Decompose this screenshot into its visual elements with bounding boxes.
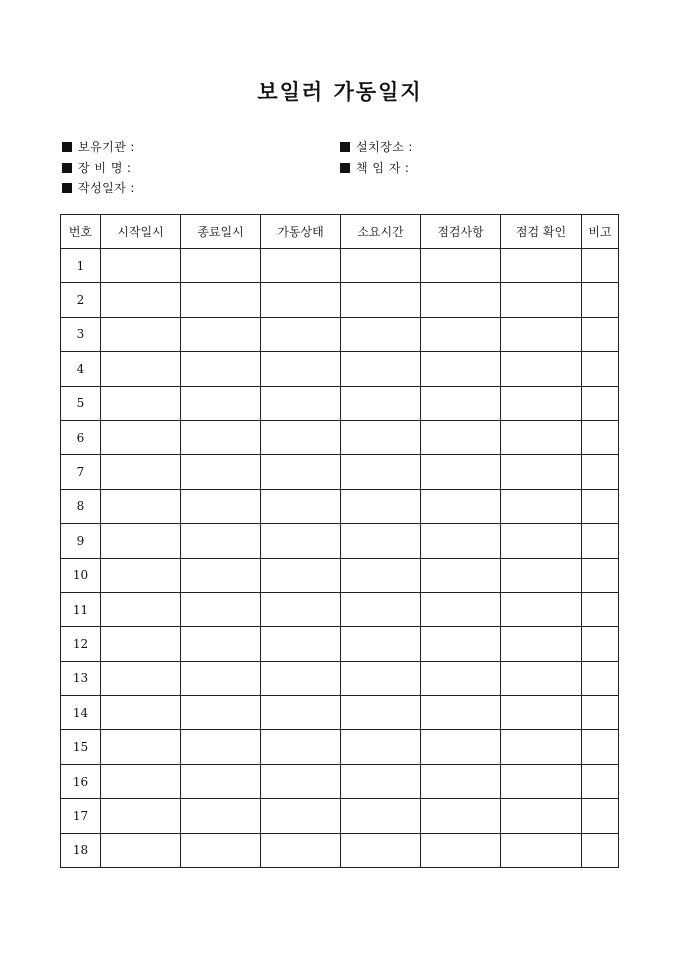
owner-colon: : [130,140,135,154]
table-row [61,799,619,833]
inspection-items-cell[interactable] [421,730,501,764]
duration-cell[interactable] [341,627,421,661]
row-number-cell: 13 [61,661,101,695]
table-row [61,317,619,351]
end-time-cell[interactable] [181,558,261,592]
info-equipment [62,161,131,175]
row-number-cell: 7 [61,455,101,489]
operation-status-cell[interactable] [261,420,341,454]
manager-label: 책 임 자 [356,161,401,175]
row-number-cell: 18 [61,833,101,867]
end-time-cell[interactable] [181,455,261,489]
operation-status-cell[interactable] [261,455,341,489]
inspection-items-cell[interactable] [421,386,501,420]
inspection-items-cell[interactable] [421,764,501,798]
remarks-cell[interactable] [582,455,619,489]
operation-status-cell[interactable] [261,764,341,798]
end-time-cell[interactable] [181,730,261,764]
manager-colon: : [404,161,409,175]
table-row [61,249,619,283]
row-number-cell: 5 [61,386,101,420]
square-bullet-icon [62,163,72,173]
inspection-items-cell[interactable] [421,352,501,386]
inspection-check-cell[interactable] [501,696,582,730]
row-number-cell: 17 [61,799,101,833]
inspection-check-cell[interactable] [501,455,582,489]
square-bullet-icon [340,142,350,152]
start-time-cell[interactable] [101,420,181,454]
duration-cell[interactable] [341,764,421,798]
inspection-items-cell[interactable] [421,283,501,317]
duration-cell[interactable] [341,455,421,489]
duration-cell[interactable] [341,489,421,523]
operation-status-cell[interactable] [261,592,341,626]
date-colon: : [130,181,135,195]
inspection-items-cell[interactable] [421,317,501,351]
inspection-check-cell[interactable] [501,249,582,283]
end-time-cell[interactable] [181,696,261,730]
operation-status-cell[interactable] [261,558,341,592]
duration-cell[interactable] [341,249,421,283]
remarks-cell[interactable] [582,489,619,523]
operation-status-cell[interactable] [261,696,341,730]
end-time-cell[interactable] [181,249,261,283]
operation-status-cell[interactable] [261,386,341,420]
start-time-cell[interactable] [101,524,181,558]
start-time-cell[interactable] [101,317,181,351]
table-row [61,558,619,592]
remarks-cell[interactable] [582,592,619,626]
table-row [61,524,619,558]
start-time-cell[interactable] [101,489,181,523]
end-time-cell[interactable] [181,764,261,798]
remarks-cell[interactable] [582,386,619,420]
duration-cell[interactable] [341,283,421,317]
table-row [61,420,619,454]
info-manager [340,161,409,175]
row-number-cell: 15 [61,730,101,764]
operation-status-cell[interactable] [261,661,341,695]
duration-cell[interactable] [341,730,421,764]
header-start-time: 시작일시 [101,215,181,249]
end-time-cell[interactable] [181,661,261,695]
table-row [61,661,619,695]
header-duration: 소요시간 [341,215,421,249]
remarks-cell[interactable] [582,661,619,695]
equipment-label: 장 비 명 [78,161,123,175]
install-label: 설치장소 [356,140,405,154]
inspection-items-cell[interactable] [421,524,501,558]
table-row [61,592,619,626]
inspection-items-cell[interactable] [421,627,501,661]
remarks-cell[interactable] [582,420,619,454]
header-remarks: 비고 [582,215,619,249]
inspection-items-cell[interactable] [421,558,501,592]
duration-cell[interactable] [341,386,421,420]
inspection-check-cell[interactable] [501,730,582,764]
remarks-cell[interactable] [582,696,619,730]
row-number-cell: 16 [61,764,101,798]
inspection-items-cell[interactable] [421,489,501,523]
operation-status-cell[interactable] [261,489,341,523]
inspection-items-cell[interactable] [421,592,501,626]
remarks-cell[interactable] [582,524,619,558]
start-time-cell[interactable] [101,799,181,833]
row-number-cell: 2 [61,283,101,317]
start-time-cell[interactable] [101,592,181,626]
row-number-cell: 6 [61,420,101,454]
table-row [61,455,619,489]
inspection-items-cell[interactable] [421,661,501,695]
row-number-cell: 8 [61,489,101,523]
end-time-cell[interactable] [181,420,261,454]
header-inspection-items: 점검사항 [421,215,501,249]
start-time-cell[interactable] [101,283,181,317]
header-operation-status: 가동상태 [261,215,341,249]
info-install [340,140,412,154]
end-time-cell[interactable] [181,833,261,867]
inspection-check-cell[interactable] [501,833,582,867]
info-date [62,181,134,195]
row-number-cell: 11 [61,592,101,626]
table-row [61,386,619,420]
remarks-cell[interactable] [582,627,619,661]
inspection-check-cell[interactable] [501,386,582,420]
operation-status-cell[interactable] [261,627,341,661]
inspection-items-cell[interactable] [421,455,501,489]
remarks-cell[interactable] [582,283,619,317]
operation-status-cell[interactable] [261,799,341,833]
start-time-cell[interactable] [101,352,181,386]
square-bullet-icon [62,142,72,152]
duration-cell[interactable] [341,661,421,695]
inspection-check-cell[interactable] [501,592,582,626]
square-bullet-icon [62,183,72,193]
table-row [61,489,619,523]
start-time-cell[interactable] [101,249,181,283]
info-owner [62,140,134,154]
remarks-cell[interactable] [582,317,619,351]
date-label: 작성일자 [78,181,127,195]
inspection-check-cell[interactable] [501,558,582,592]
row-number-cell: 12 [61,627,101,661]
row-number-cell: 9 [61,524,101,558]
duration-cell[interactable] [341,524,421,558]
end-time-cell[interactable] [181,352,261,386]
owner-label: 보유기관 [78,140,127,154]
start-time-cell[interactable] [101,833,181,867]
duration-cell[interactable] [341,833,421,867]
duration-cell[interactable] [341,799,421,833]
row-number-cell: 3 [61,317,101,351]
remarks-cell[interactable] [582,764,619,798]
remarks-cell[interactable] [582,799,619,833]
duration-cell[interactable] [341,696,421,730]
start-time-cell[interactable] [101,558,181,592]
remarks-cell[interactable] [582,730,619,764]
operation-status-cell[interactable] [261,352,341,386]
inspection-check-cell[interactable] [501,283,582,317]
table-row [61,730,619,764]
end-time-cell[interactable] [181,799,261,833]
row-number-cell: 4 [61,352,101,386]
header-end-time: 종료일시 [181,215,261,249]
inspection-check-cell[interactable] [501,661,582,695]
inspection-items-cell[interactable] [421,696,501,730]
header-number: 번호 [61,215,101,249]
duration-cell[interactable] [341,317,421,351]
inspection-check-cell[interactable] [501,627,582,661]
start-time-cell[interactable] [101,696,181,730]
table-row [61,352,619,386]
end-time-cell[interactable] [181,524,261,558]
start-time-cell[interactable] [101,455,181,489]
header-inspection-check: 점검 확인 [501,215,582,249]
remarks-cell[interactable] [582,558,619,592]
row-number-cell: 14 [61,696,101,730]
equipment-colon: : [126,161,131,175]
inspection-items-cell[interactable] [421,799,501,833]
inspection-check-cell[interactable] [501,489,582,523]
operation-status-cell[interactable] [261,317,341,351]
inspection-check-cell[interactable] [501,764,582,798]
inspection-check-cell[interactable] [501,420,582,454]
end-time-cell[interactable] [181,627,261,661]
square-bullet-icon [340,163,350,173]
boiler-log-table [60,214,619,868]
end-time-cell[interactable] [181,283,261,317]
document-title: 보일러 가동일지 [257,79,423,104]
table-row [61,627,619,661]
operation-status-cell[interactable] [261,730,341,764]
table-row [61,764,619,798]
table-row [61,283,619,317]
end-time-cell[interactable] [181,592,261,626]
remarks-cell[interactable] [582,833,619,867]
start-time-cell[interactable] [101,764,181,798]
operation-status-cell[interactable] [261,249,341,283]
inspection-items-cell[interactable] [421,420,501,454]
inspection-check-cell[interactable] [501,352,582,386]
remarks-cell[interactable] [582,249,619,283]
start-time-cell[interactable] [101,661,181,695]
inspection-check-cell[interactable] [501,317,582,351]
inspection-check-cell[interactable] [501,799,582,833]
remarks-cell[interactable] [582,352,619,386]
row-number-cell: 10 [61,558,101,592]
duration-cell[interactable] [341,558,421,592]
start-time-cell[interactable] [101,627,181,661]
table-header-row [61,215,619,249]
end-time-cell[interactable] [181,317,261,351]
install-colon: : [408,140,413,154]
duration-cell[interactable] [341,420,421,454]
table-row [61,696,619,730]
table-row [61,833,619,867]
row-number-cell: 1 [61,249,101,283]
end-time-cell[interactable] [181,386,261,420]
duration-cell[interactable] [341,352,421,386]
inspection-check-cell[interactable] [501,524,582,558]
start-time-cell[interactable] [101,730,181,764]
start-time-cell[interactable] [101,386,181,420]
operation-status-cell[interactable] [261,833,341,867]
duration-cell[interactable] [341,592,421,626]
end-time-cell[interactable] [181,489,261,523]
operation-status-cell[interactable] [261,283,341,317]
operation-status-cell[interactable] [261,524,341,558]
inspection-items-cell[interactable] [421,833,501,867]
inspection-items-cell[interactable] [421,249,501,283]
